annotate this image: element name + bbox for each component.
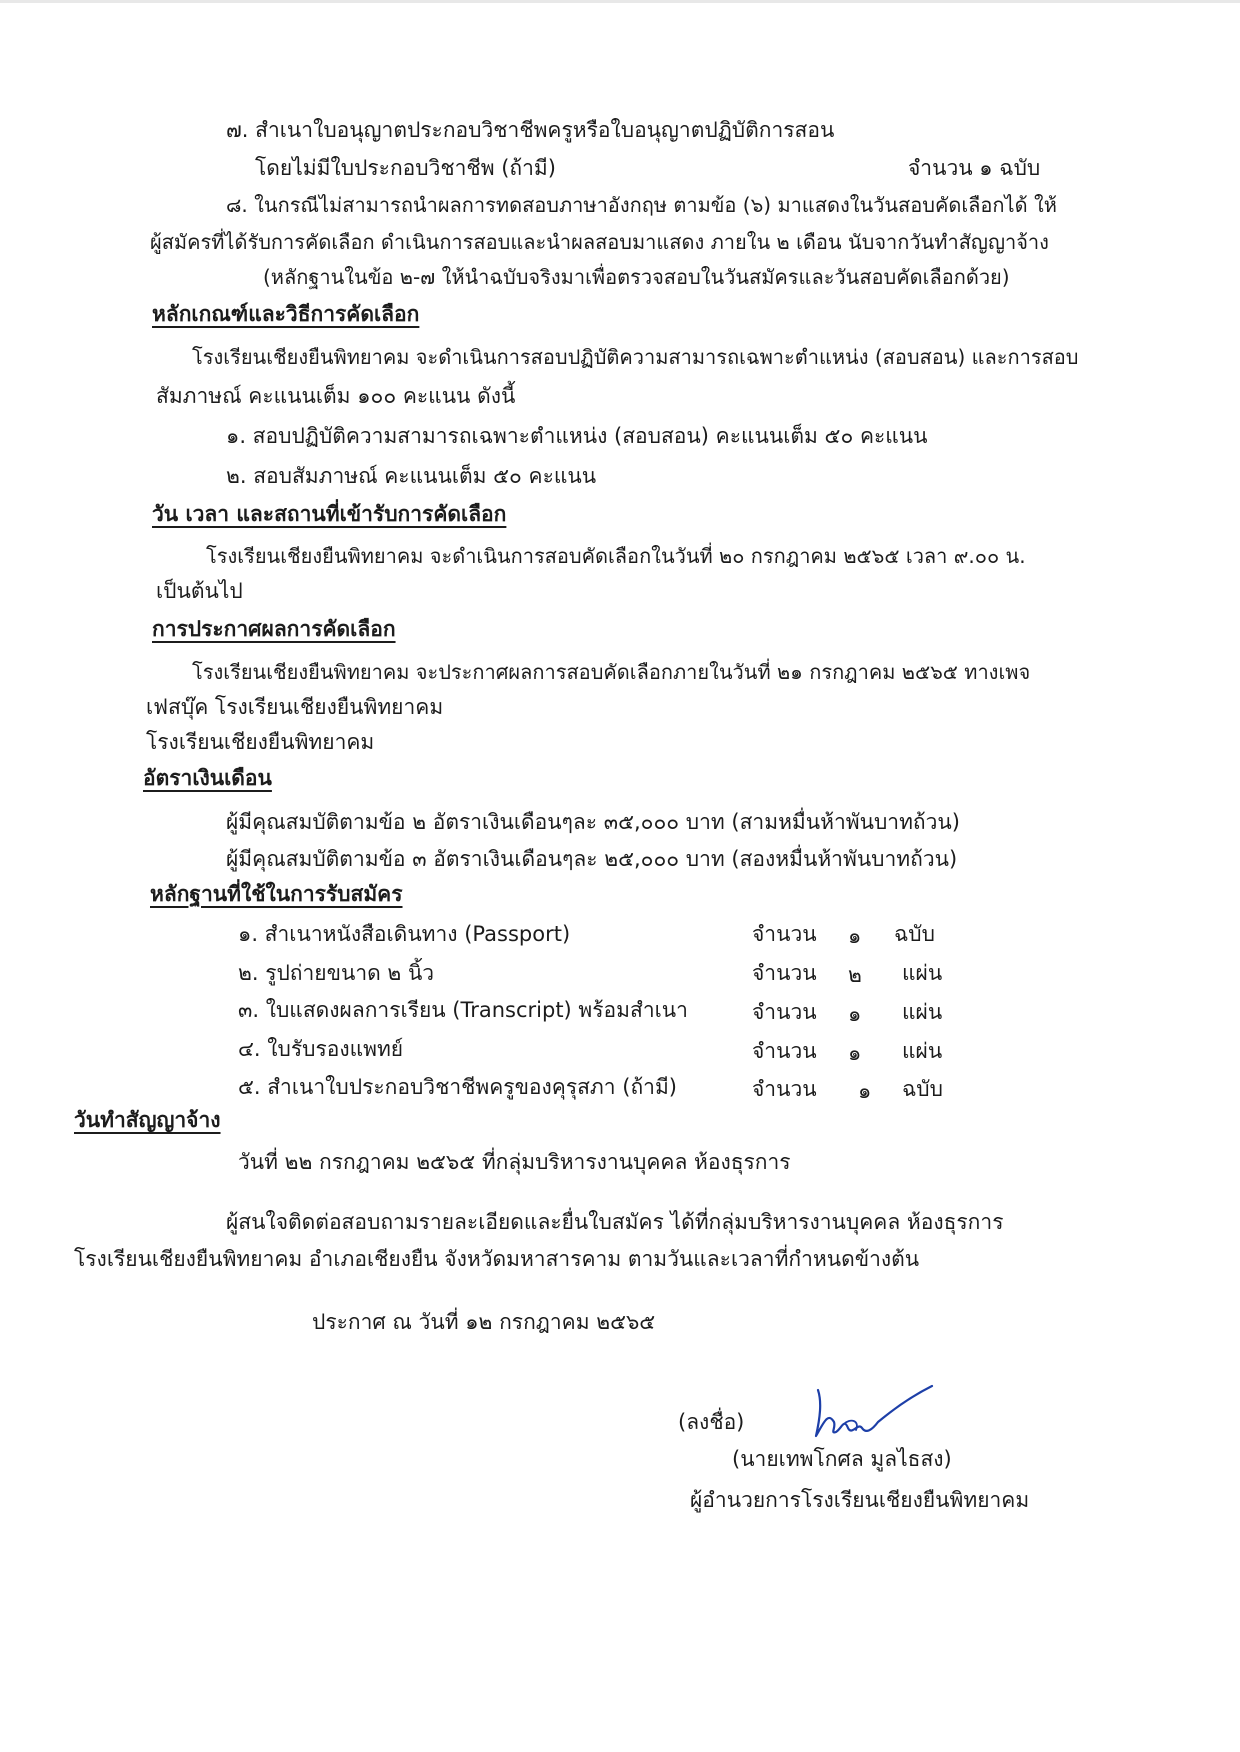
schedule-para-line1: โรงเรียนเชียงยืนพิทยาคม จะดำเนินการสอบคัดเลือกในวันที่ ๒๐ กรกฎาคม ๒๕๖๕ เวลา ๙.๐๐ น.: [206, 544, 1026, 568]
contact-line2: โรงเรียนเชียงยืนพิทยาคม อำเภอเชียงยืน จังหวัดมหาสารคาม ตามวันและเวลาที่กำหนดข้างต้น: [74, 1247, 920, 1271]
salary-heading: อัตราเงินเดือน: [143, 766, 272, 790]
evidence-heading: หลักฐานที่ใช้ในการรับสมัคร: [150, 882, 403, 906]
item8-line3: (หลักฐานในข้อ ๒-๗ ให้นำฉบับจริงมาเพื่อตรวจสอบในวันสมัครและวันสอบคัดเลือกด้วย): [263, 265, 1010, 289]
contact-line1: ผู้สนใจติดต่อสอบถามรายละเอียดและยื่นใบสมัคร ได้ที่กลุ่มบริหารงานบุคคล ห้องธุรการ: [226, 1210, 1004, 1234]
handwritten-signature: [800, 1378, 940, 1448]
criteria-para-line2: สัมภาษณ์ คะแนนเต็ม ๑๐๐ คะแนน ดังนี้: [156, 384, 516, 408]
evidence-item-qty-word: จำนวน: [752, 1039, 817, 1063]
signature-stroke: [816, 1386, 932, 1436]
evidence-item-unit: ฉบับ: [902, 1077, 943, 1101]
announce-para-line1: โรงเรียนเชียงยืนพิทยาคม จะประกาศผลการสอบคัดเลือกภายในวันที่ ๒๑ กรกฎาคม ๒๕๖๕ ทางเพจ: [192, 660, 1031, 684]
scan-edge: [0, 0, 1240, 3]
evidence-item-qty-word: จำนวน: [752, 961, 817, 985]
contract-heading: วันทำสัญญาจ้าง: [74, 1108, 221, 1132]
announced-date: ประกาศ ณ วันที่ ๑๒ กรกฎาคม ๒๕๖๕: [312, 1310, 656, 1334]
item7-line2: โดยไม่มีใบประกอบวิชาชีพ (ถ้ามี): [255, 156, 556, 180]
evidence-item-qty: ๑: [848, 924, 862, 948]
signer-title: ผู้อำนวยการโรงเรียนเชียงยืนพิทยาคม: [690, 1488, 1030, 1512]
evidence-item-unit: แผ่น: [902, 1039, 943, 1063]
evidence-item-label: ๒. รูปถ่ายขนาด ๒ นิ้ว: [238, 961, 435, 985]
sign-label: (ลงชื่อ): [678, 1410, 745, 1434]
criteria-item1: ๑. สอบปฏิบัติความสามารถเฉพาะตำแหน่ง (สอบสอน) คะแนนเต็ม ๕๐ คะแนน: [226, 424, 928, 448]
criteria-para-line1: โรงเรียนเชียงยืนพิทยาคม จะดำเนินการสอบปฏิบัติความสามารถเฉพาะตำแหน่ง (สอบสอน) และการสอบ: [192, 345, 1079, 369]
item7-line1: ๗. สำเนาใบอนุญาตประกอบวิชาชีพครูหรือใบอนุญาตปฏิบัติการสอน: [226, 118, 835, 142]
evidence-item-label: ๓. ใบแสดงผลการเรียน (Transcript) พร้อมสำเนา: [238, 998, 688, 1022]
salary-line2: ผู้มีคุณสมบัติตามข้อ ๓ อัตราเงินเดือนๆละ ๒๕,๐๐๐ บาท (สองหมื่นห้าพันบาทถ้วน): [226, 847, 958, 871]
evidence-item-label: ๑. สำเนาหนังสือเดินทาง (Passport): [238, 922, 571, 946]
evidence-item-qty: ๒: [848, 963, 862, 987]
schedule-heading: วัน เวลา และสถานที่เข้ารับการคัดเลือก: [152, 502, 507, 526]
signer-name: (นายเทพโกศล มูลไธสง): [732, 1447, 952, 1471]
contract-line: วันที่ ๒๒ กรกฎาคม ๒๕๖๕ ที่กลุ่มบริหารงานบุคคล ห้องธุรการ: [238, 1150, 791, 1174]
evidence-item-label: ๔. ใบรับรองแพทย์: [238, 1037, 404, 1061]
item7-qty: จำนวน ๑ ฉบับ: [908, 156, 1041, 180]
evidence-item-qty: ๑: [858, 1079, 872, 1103]
evidence-item-unit: แผ่น: [902, 1000, 943, 1024]
criteria-heading: หลักเกณฑ์และวิธีการคัดเลือก: [152, 302, 420, 326]
evidence-item-unit: ฉบับ: [894, 922, 935, 946]
item8-line2: ผู้สมัครที่ได้รับการคัดเลือก ดำเนินการสอบและนำผลสอบมาแสดง ภายใน ๒ เดือน นับจากวันทำสัญญาจ้าง: [150, 230, 1049, 254]
announce-para-line3: โรงเรียนเชียงยืนพิทยาคม: [146, 730, 375, 754]
criteria-item2: ๒. สอบสัมภาษณ์ คะแนนเต็ม ๕๐ คะแนน: [226, 464, 597, 488]
evidence-item-qty: ๑: [848, 1041, 862, 1065]
schedule-para-line2: เป็นต้นไป: [156, 579, 243, 603]
evidence-item-qty: ๑: [848, 1002, 862, 1026]
evidence-item-qty-word: จำนวน: [752, 1000, 817, 1024]
evidence-item-qty-word: จำนวน: [752, 922, 817, 946]
announce-para-line2: เฟสบุ๊ค โรงเรียนเชียงยืนพิทยาคม: [146, 695, 444, 719]
evidence-item-qty-word: จำนวน: [752, 1077, 817, 1101]
evidence-item-unit: แผ่น: [902, 961, 943, 985]
item8-line1: ๘. ในกรณีไม่สามารถนำผลการทดสอบภาษาอังกฤษ ตามข้อ (๖) มาแสดงในวันสอบคัดเลือกได้ ให้: [226, 193, 1057, 217]
salary-line1: ผู้มีคุณสมบัติตามข้อ ๒ อัตราเงินเดือนๆละ ๓๕,๐๐๐ บาท (สามหมื่นห้าพันบาทถ้วน): [226, 810, 960, 834]
announce-heading: การประกาศผลการคัดเลือก: [152, 617, 396, 641]
evidence-item-label: ๕. สำเนาใบประกอบวิชาชีพครูของคุรุสภา (ถ้ามี): [238, 1075, 677, 1099]
